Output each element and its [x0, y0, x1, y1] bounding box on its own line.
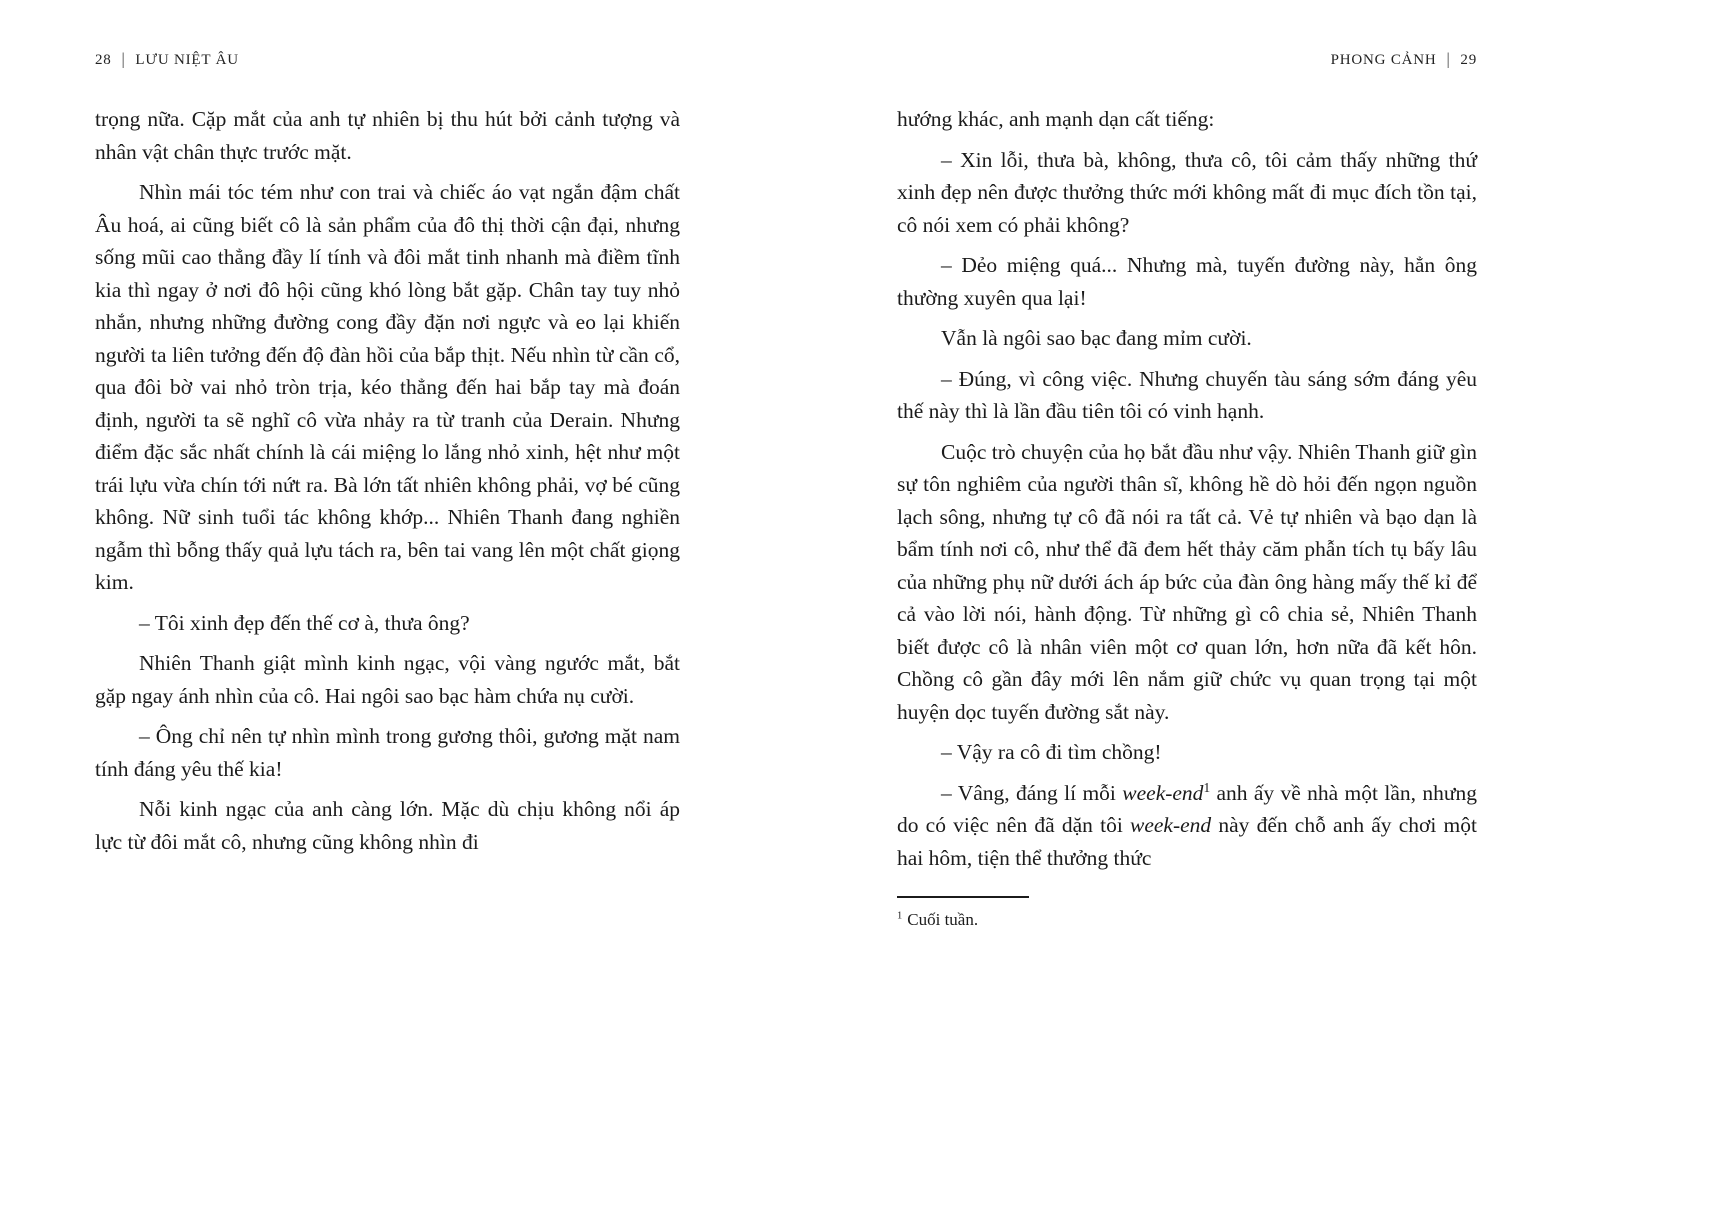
- text-segment: Vẫn là ngôi sao bạc đang mỉm cười.: [941, 326, 1252, 350]
- footnote-text: Cuối tuần.: [907, 910, 979, 929]
- left-running-header: [95, 52, 680, 69]
- text-segment: – Vâng, đáng lí mỗi: [941, 780, 1123, 805]
- text-segment: này đến chỗ anh ấy chơi một hai hôm, tiện thể thưởng thức: [897, 813, 1477, 870]
- footnote-marker: 1: [897, 910, 903, 922]
- header-separator: |: [121, 51, 126, 69]
- footnote: [897, 908, 1477, 932]
- paragraph: [95, 103, 680, 168]
- text-segment: trọng nữa. Cặp mắt của anh tự nhiên bị thu hút bởi cảnh tượng và nhân vật chân thực trước mặt.: [95, 107, 680, 164]
- text-segment: – Đúng, vì công việc. Nhưng chuyến tàu sáng sớm đáng yêu thế này thì là lần đầu tiên tôi có vinh hạnh.: [897, 366, 1477, 423]
- paragraph: [95, 793, 680, 858]
- dialogue-paragraph: [897, 363, 1477, 428]
- paragraph: [897, 322, 1477, 355]
- text-segment: hướng khác, anh mạnh dạn cất tiếng:: [897, 107, 1215, 131]
- dialogue-paragraph: [897, 736, 1477, 769]
- right-running-title: PHONG CẢNH: [1330, 52, 1437, 68]
- footnote-reference: 1: [1203, 779, 1211, 795]
- left-running-title: LƯU NIỆT ÂU: [135, 52, 239, 68]
- dialogue-paragraph: [95, 720, 680, 785]
- footnote-rule: [897, 896, 1029, 898]
- paragraph: [897, 436, 1477, 729]
- text-segment: – Tôi xinh đẹp đến thế cơ à, thưa ông?: [139, 610, 470, 635]
- dialogue-paragraph: [897, 144, 1477, 242]
- text-segment: Cuộc trò chuyện của họ bắt đầu như vậy. Nhiên Thanh giữ gìn sự tôn nghiêm của người thân sĩ, không hề dò hỏi đến ngọn nguồn lạch sông, nhưng tự cô đã nói ra tất cả. Vẻ tự nhiên và bạo dạn là bẩm tính nơi cô, như thể đã đem hết thảy căm phẫn tích tụ bấy lâu của những phụ nữ dưới ách áp bức của đàn ông hàng mấy thế kỉ để cả vào lời nói, hành động. Từ những gì cô chia sẻ, Nhiên Thanh biết được cô là nhân viên một cơ quan lớn, hơn nữa đã kết hôn. Chồng cô gần đây mới lên nắm giữ chức vụ quan trọng tại một huyện dọc tuyến đường sắt này.: [897, 439, 1477, 724]
- dialogue-paragraph: [897, 777, 1477, 875]
- right-page-body: [897, 103, 1477, 874]
- italic-text: week-end: [1122, 780, 1204, 805]
- text-segment: Nhìn mái tóc tém như con trai và chiếc áo vạt ngắn đậm chất Âu hoá, ai cũng biết cô là sản phẩm của đô thị thời cận đại, nhưng sống mũi cao thẳng đầy lí tính và đôi mắt tinh nhanh mà điềm tĩnh kia thì ngay ở nơi đô hội cũng khó lòng bắt gặp. Chân tay tuy nhỏ nhắn, nhưng những đường cong đầy đặn nơi ngực và eo lại khiến người ta liên tưởng đến độ đàn hồi của bắp thịt. Nếu nhìn từ cần cổ, qua đôi bờ vai nhỏ tròn trịa, kéo thẳng đến hai bắp tay mà đoán định, người ta sẽ nghĩ cô vừa nhảy ra từ tranh của Derain. Nhưng điểm đặc sắc nhất chính là cái miệng lo lắng nhỏ xinh, hệt như một trái lựu vừa chín tới nứt ra. Bà lớn tất nhiên không phải, vợ bé cũng không. Nữ sinh tuổi tác không khớp... Nhiên Thanh đang nghiền ngẫm thì bỗng thấy quả lựu tách ra, bên tai vang lên một chất giọng kim.: [95, 180, 680, 594]
- right-running-header: [897, 52, 1477, 69]
- dialogue-paragraph: [95, 607, 680, 640]
- paragraph: [95, 647, 680, 712]
- text-segment: – Xin lỗi, thưa bà, không, thưa cô, tôi cảm thấy những thứ xinh đẹp nên được thưởng thức mới không mất đi mục đích tồn tại, cô nói xem có phải không?: [897, 147, 1477, 237]
- left-page-number: 28: [95, 52, 112, 68]
- italic-text: week-end: [1129, 813, 1212, 837]
- dialogue-paragraph: [897, 249, 1477, 314]
- text-segment: – Dẻo miệng quá... Nhưng mà, tuyến đường này, hẳn ông thường xuyên qua lại!: [897, 253, 1477, 310]
- text-segment: – Vậy ra cô đi tìm chồng!: [941, 740, 1162, 764]
- paragraph: [95, 176, 680, 599]
- text-segment: anh ấy về nhà một lần, nhưng do có việc nên đã dặn tôi: [897, 780, 1477, 837]
- left-page: [95, 52, 680, 866]
- text-segment: Nỗi kinh ngạc của anh càng lớn. Mặc dù chịu không nổi áp lực từ đôi mắt cô, nhưng cũng không nhìn đi: [95, 797, 680, 854]
- right-page-number: 29: [1460, 52, 1477, 68]
- left-page-body: [95, 103, 680, 858]
- header-separator: |: [1446, 51, 1451, 69]
- text-segment: – Ông chỉ nên tự nhìn mình trong gương thôi, gương mặt nam tính đáng yêu thế kia!: [95, 724, 680, 781]
- paragraph: [897, 103, 1477, 136]
- right-page: [897, 52, 1477, 932]
- text-segment: Nhiên Thanh giật mình kinh ngạc, vội vàng ngước mắt, bắt gặp ngay ánh nhìn của cô. Hai ngôi sao bạc hàm chứa nụ cười.: [95, 651, 680, 708]
